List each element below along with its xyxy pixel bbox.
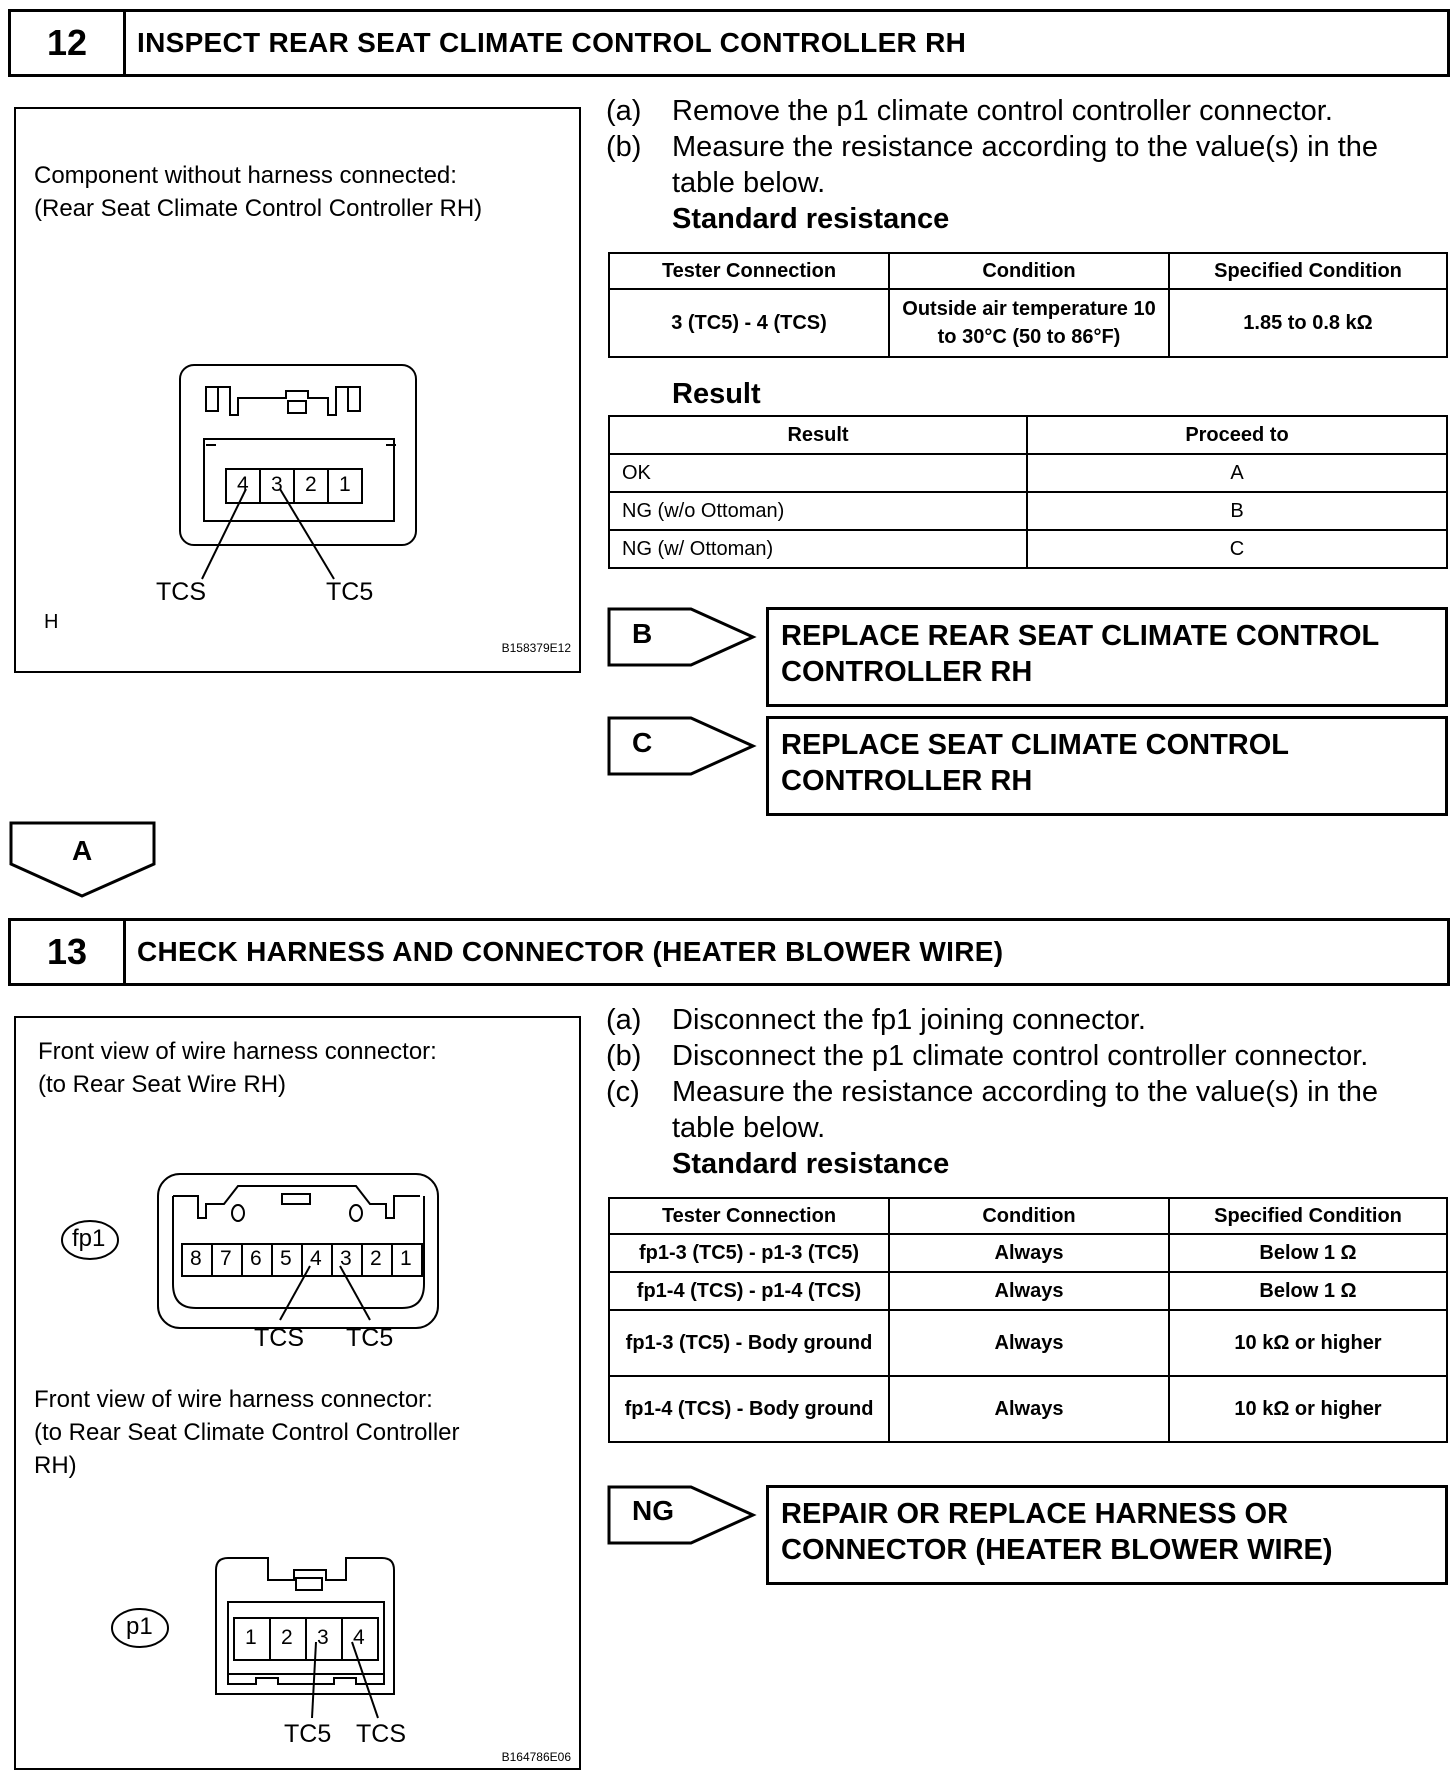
connector-figure-harness [14,1016,581,1770]
terminal-label-tcs: TCS [254,1324,304,1352]
table-cell: OK [609,454,1027,492]
table-header: Specified Condition [1169,253,1447,289]
table-cell: A [1027,454,1447,492]
instruction-text: Measure the resistance according to the value(s) in the table below. [672,131,1379,199]
table-cell: fp1-3 (TC5) - p1-3 (TC5) [609,1234,889,1272]
instruction-label: (a) [606,1004,642,1036]
pin-label: 8 [190,1247,202,1270]
table-header: Specified Condition [1169,1198,1447,1234]
figure-caption-line2: (Rear Seat Climate Control Controller RH) [34,195,483,222]
pin-label: 1 [245,1626,257,1649]
step-number: 12 [11,12,126,74]
table-cell: C [1027,530,1447,568]
table-cell: Below 1 Ω [1169,1272,1447,1310]
table-row [609,1310,1447,1376]
next-step-tag: A [72,835,93,866]
step-13-header [8,918,1450,986]
table-row [609,1376,1447,1442]
branch-arrow-ng [607,1485,757,1545]
instruction-label: (b) [606,1040,642,1072]
table-cell: Always [889,1310,1169,1376]
table-cell: Always [889,1376,1169,1442]
instruction-text: Disconnect the fp1 joining connector. [672,1004,1146,1036]
instruction-text: Remove the p1 climate control controller connector. [672,95,1333,127]
table-cell: fp1-4 (TCS) - p1-4 (TCS) [609,1272,889,1310]
branch-tag: C [632,727,653,758]
table-row [609,454,1447,492]
spec-table-step-12 [608,252,1448,358]
figure-caption2-line3: RH) [34,1452,77,1479]
connector-drawing [16,109,579,671]
figure-caption2-line1: Front view of wire harness connector: [34,1386,433,1413]
terminal-label-tc5: TC5 [346,1324,394,1352]
pin-label: 1 [400,1247,412,1270]
pin-label: 7 [220,1247,232,1270]
step-12-header [8,9,1450,77]
table-cell: 10 kΩ or higher [1169,1376,1447,1442]
pin-label: 5 [280,1247,292,1270]
standard-resistance-heading: Standard resistance [672,1148,950,1180]
step-title: INSPECT REAR SEAT CLIMATE CONTROL CONTROLLER RH [137,27,967,58]
branch-tag: B [632,618,653,649]
pin-label: 2 [281,1626,293,1649]
table-cell: B [1027,492,1447,530]
instruction-item [606,93,1436,129]
pin-label: 6 [250,1247,262,1270]
table-row [609,530,1447,568]
fp1-connector-label: fp1 [72,1225,106,1252]
instruction-label: (b) [606,131,642,163]
terminal-label-tcs: TCS [156,578,206,606]
table-header: Result [609,416,1027,454]
figure-code: B164786E06 [501,1750,571,1764]
pin-label: 2 [370,1247,382,1270]
table-row [609,1234,1447,1272]
step-number: 13 [11,921,126,983]
pin-label: 3 [271,473,283,496]
instruction-item [606,129,1436,201]
pin-label: 3 [317,1626,329,1649]
table-cell: 1.85 to 0.8 kΩ [1169,289,1447,357]
table-cell: Outside air temperature 10 to 30°C (50 to 86°F) [889,289,1169,357]
table-cell: 3 (TC5) - 4 (TCS) [609,289,889,357]
table-header: Tester Connection [609,253,889,289]
branch-arrow-c [607,716,757,776]
table-header: Tester Connection [609,1198,889,1234]
figure-caption2-line2: (to Rear Seat Climate Control Controller [34,1419,460,1446]
table-row [609,289,1447,357]
table-row [609,492,1447,530]
instruction-item [606,1074,1436,1146]
figure-caption-line2: (to Rear Seat Wire RH) [38,1071,287,1098]
branch-arrow-b [607,607,757,667]
connector-figure-rh-controller [14,107,581,673]
instruction-label: (a) [606,95,642,127]
branch-action-box: REPAIR OR REPLACE HARNESS OR CONNECTOR (HEATER BLOWER WIRE) [766,1485,1448,1585]
table-cell: NG (w/o Ottoman) [609,492,1027,530]
figure-code: B158379E12 [501,641,571,655]
p1-connector-label: p1 [126,1613,153,1640]
table-cell: fp1-4 (TCS) - Body ground [609,1376,889,1442]
result-heading: Result [672,378,761,410]
result-table [608,415,1448,569]
table-cell: 10 kΩ or higher [1169,1310,1447,1376]
terminal-label-tc5: TC5 [284,1720,332,1748]
table-cell: NG (w/ Ottoman) [609,530,1027,568]
table-row [609,1272,1447,1310]
instruction-label: (c) [606,1076,640,1108]
instruction-item [606,1002,1436,1038]
terminal-label-tc5: TC5 [326,578,374,606]
table-cell: Below 1 Ω [1169,1234,1447,1272]
instruction-text: Measure the resistance according to the value(s) in the table below. [672,1076,1379,1144]
instruction-text: Disconnect the p1 climate control controller connector. [672,1040,1369,1072]
branch-tag: NG [632,1495,674,1526]
instruction-item [606,1038,1436,1074]
instructions-step-12 [606,93,1436,201]
pin-label: 2 [305,473,317,496]
instructions-step-13 [606,1002,1436,1146]
step-title: CHECK HARNESS AND CONNECTOR (HEATER BLOWER WIRE) [137,936,1004,967]
terminal-label-tcs: TCS [356,1720,406,1748]
pin-label: 4 [237,473,249,496]
table-header: Condition [889,1198,1169,1234]
spec-table-step-13 [608,1197,1448,1443]
table-header: Proceed to [1027,416,1447,454]
pin-label: 3 [340,1247,352,1270]
standard-resistance-heading: Standard resistance [672,203,950,235]
table-cell: Always [889,1234,1169,1272]
table-header: Condition [889,253,1169,289]
pin-label: 4 [353,1626,365,1649]
branch-action-box: REPLACE REAR SEAT CLIMATE CONTROL CONTROLLER RH [766,607,1448,707]
branch-action-box: REPLACE SEAT CLIMATE CONTROL CONTROLLER RH [766,716,1448,816]
table-cell: Always [889,1272,1169,1310]
pin-label: 4 [310,1247,322,1270]
pin-label: 1 [339,473,351,496]
table-cell: fp1-3 (TC5) - Body ground [609,1310,889,1376]
figure-caption-line1: Component without harness connected: [34,162,457,189]
figure-caption-line1: Front view of wire harness connector: [38,1038,437,1065]
figure-corner-label: H [44,611,59,633]
